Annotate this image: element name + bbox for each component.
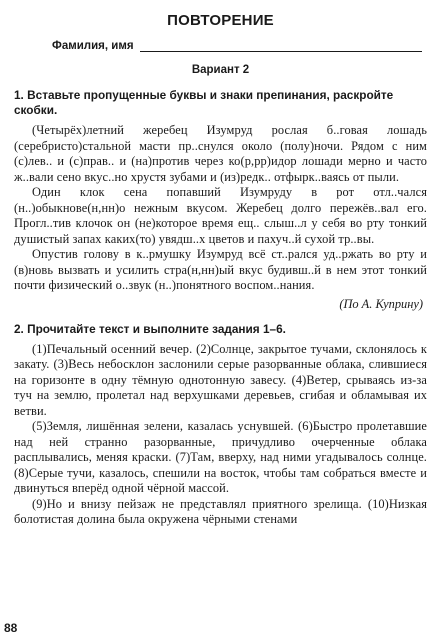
author-attribution: (По А. Куприну) [339, 296, 423, 311]
page-number: 88 [4, 621, 18, 635]
name-row [52, 39, 427, 52]
task-1-paragraph: Опустив голову в к..рмушку Изумруд всё ст..рался уд..ржать во рту и (в)новь вызвать и усилить стра(н,нн)ый вкус будивш..й в нем этот тонкий почти физический о..звук (н..)понятного воспом..нания. [14, 247, 427, 292]
variant-heading: Вариант 2 [191, 64, 250, 76]
task-2-paragraph: (1)Печальный осенний вечер. (2)Солнце, закрытое тучами, склонялось к закату. (3)Весь небосклон заслонили серые разорванные облака, слившиеся на горизонте в одну тёмную однотонную завесу. (4)Ветер, срываясь из-за туч на землю, пролетал над верхушками деревьев, сгибая и обламывая их ветви. [14, 341, 427, 418]
page-title: ПОВТОРЕНИЕ [167, 12, 274, 29]
name-field-line[interactable] [140, 39, 422, 52]
task-1-instruction: 1. Вставьте пропущенные буквы и знаки препинания, раскройте скобки. [14, 88, 394, 117]
task-2-paragraph: (9)Но и внизу пейзаж не представлял приятного зрелища. (10)Низкая болотистая долина была окружена чёрными стенами [14, 496, 427, 526]
name-label: Фамилия, имя [52, 40, 134, 52]
task-1-paragraph: Один клок сена попавший Изумруду в рот отл..чался (н..)обыкнове(н,нн)о нежным вкусом. Жеребец долго пережёв..вал его. Прогл..тив клочок он (не)которое время ещ.. слыш..л у себя во рту тонкий душистый запах каких(то) увядш..х цветов и пахуч..й сухой тр..вы. [14, 185, 427, 246]
task-1-paragraph: (Четырёх)летний жеребец Изумруд рослая б..говая лошадь (серебристо)стальной масти пр..снулся около (полу)ночи. Рядом с ним (с)лев.. и (с)прав.. и (на)против через ко(р,рр)идор лошади мерно и часто ж..вали сено вкус..но хрустя зубами и (из)редк.. отфырк..ваясь от пыли. [14, 123, 427, 184]
task-2-instruction: 2. Прочитайте текст и выполните задания 1–6. [14, 321, 286, 336]
task-2-paragraph: (5)Земля, лишённая зелени, казалась уснувшей. (6)Быстро пролетавшие над ней странно разорванные, причудливо очерченные облака расплывались, меняя краски. (7)Там, вверху, над ними угадывалось солнце. (8)Серые тучи, казалось, спешили на восток, чтобы там собраться вместе и двинуться вперёд одной чёрной массой. [14, 419, 427, 495]
